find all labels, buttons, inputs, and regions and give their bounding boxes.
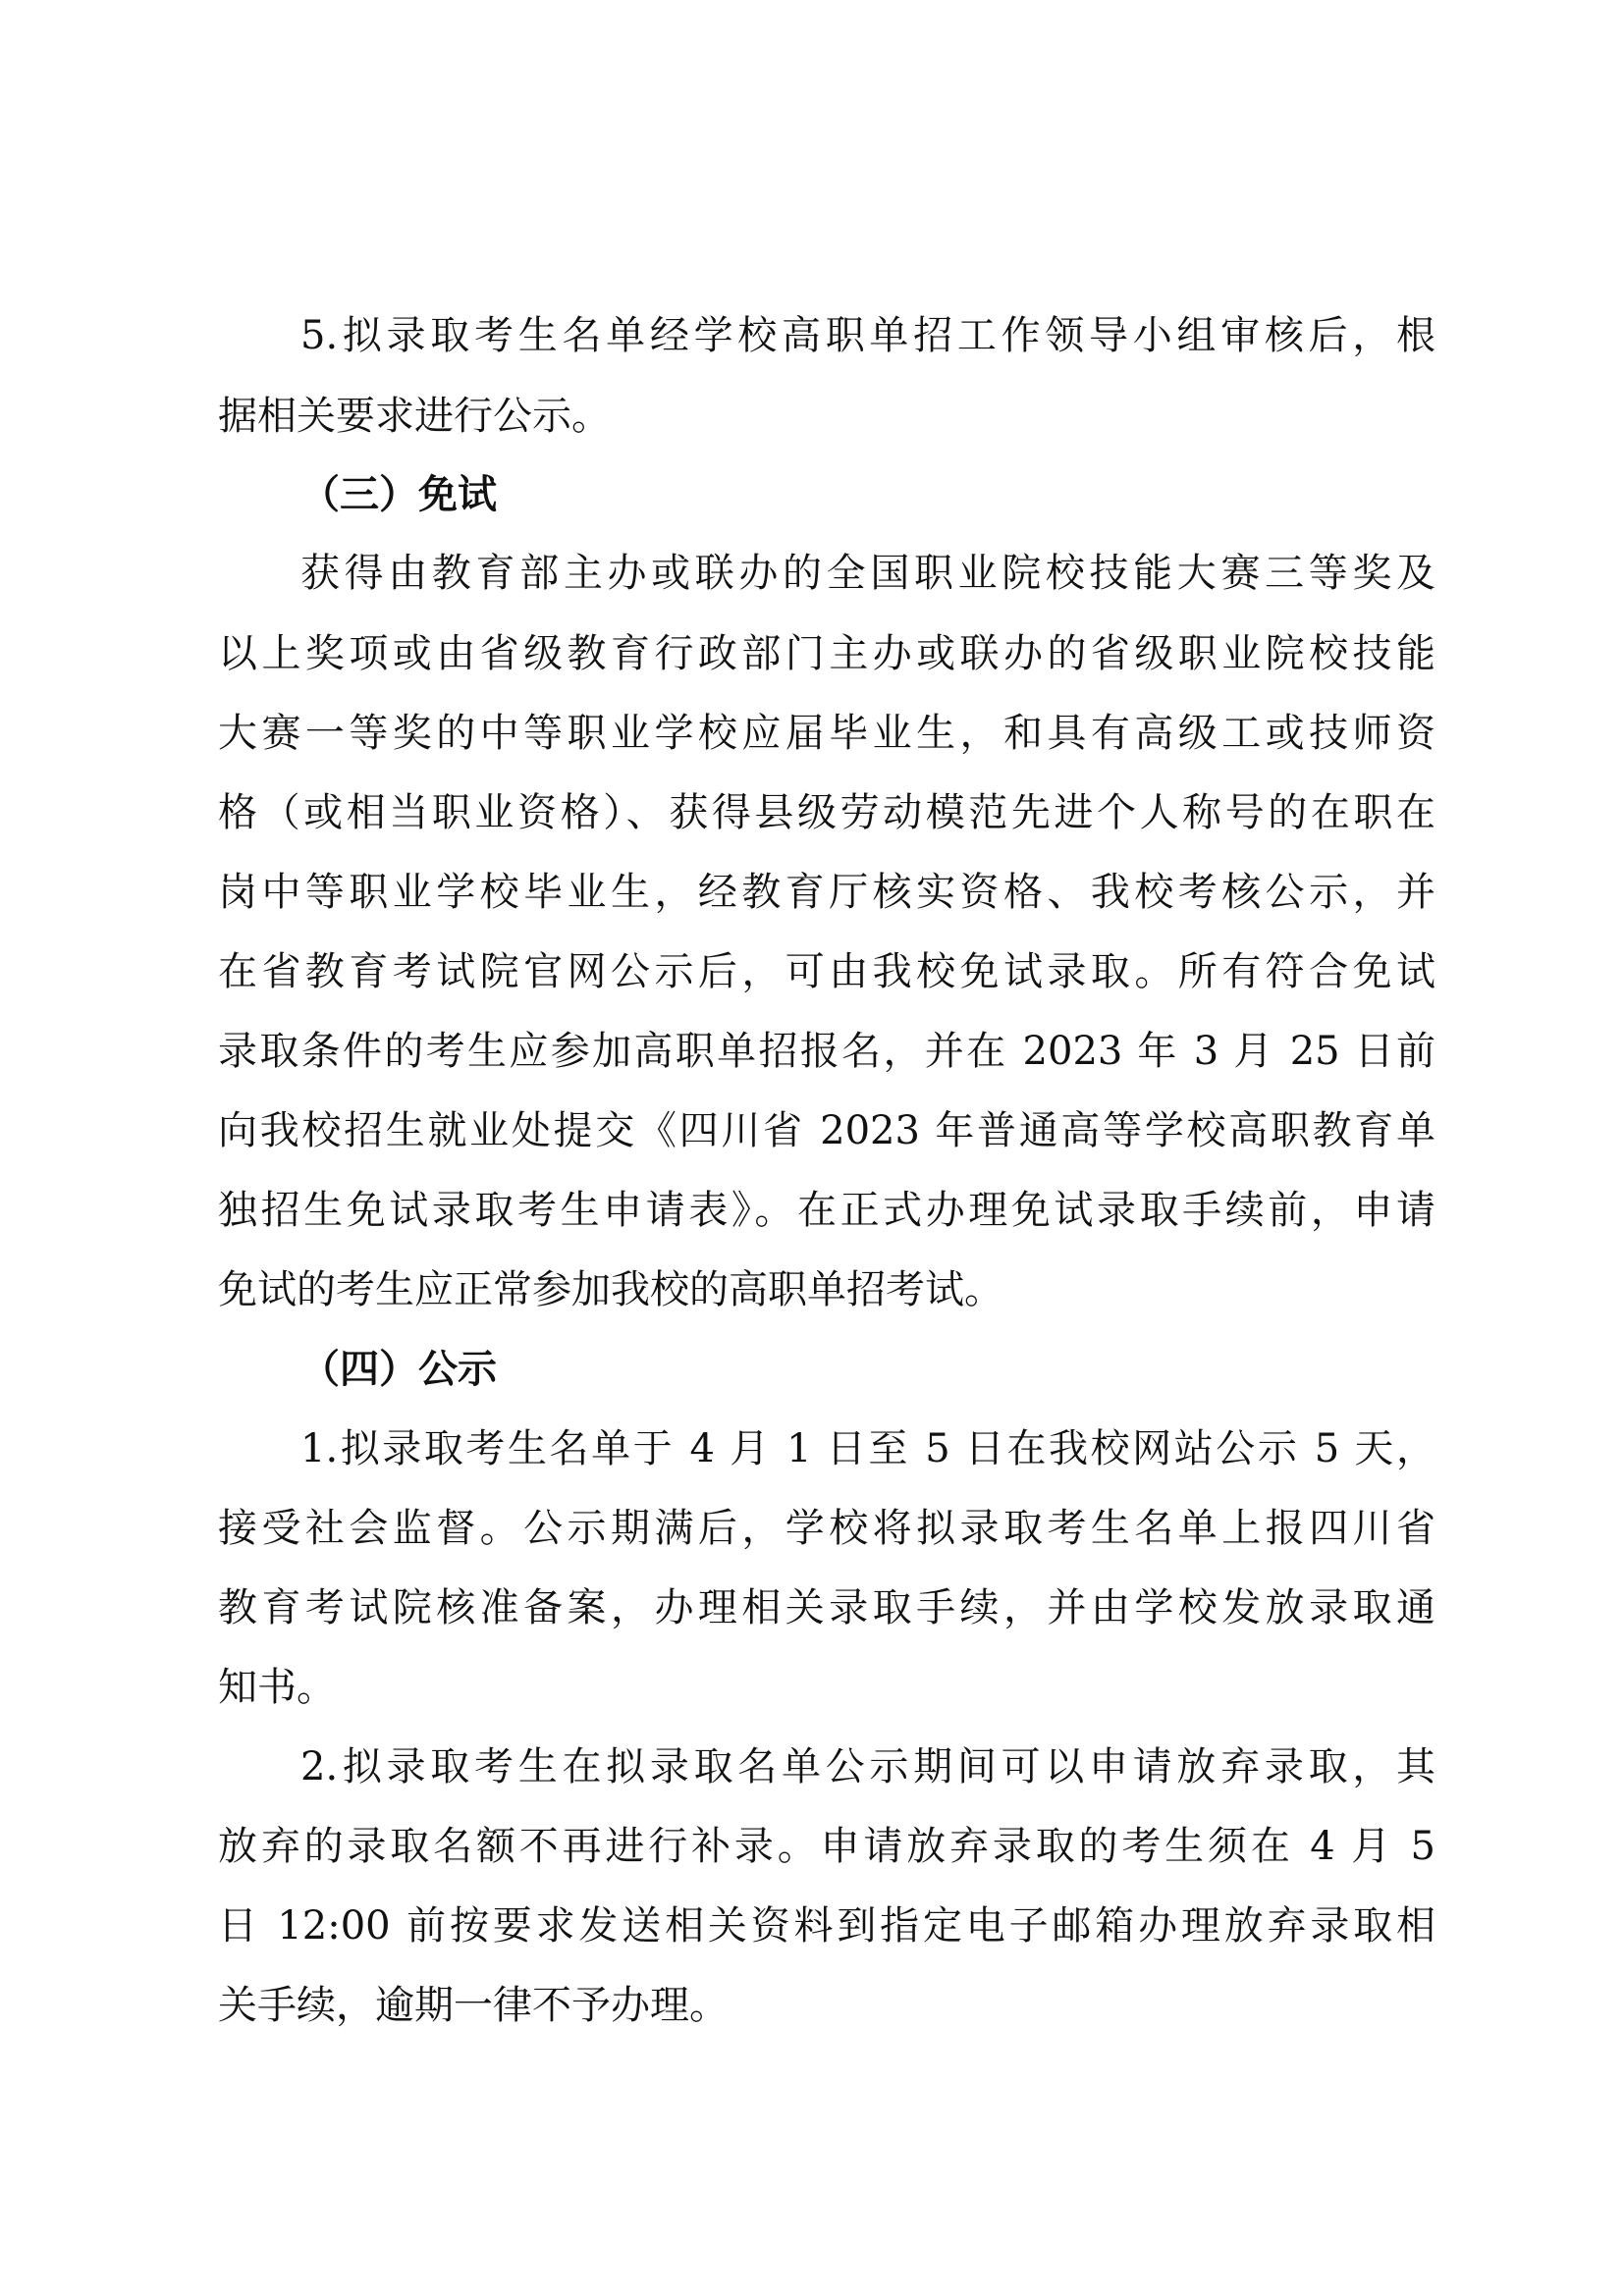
- section4-item1-line-2: 接受社会监督。公示期满后，学校将拟录取考生名单上报四川省: [218, 1506, 1435, 1551]
- section3-line-4: 格（或相当职业资格）、获得县级劳动模范先进个人称号的在职在: [218, 790, 1435, 835]
- section3-line-9: 独招生免试录取考生申请表》。在正式办理免试录取手续前，申请: [218, 1188, 1435, 1233]
- section4-item2-line-4: 关手续，逾期一律不予办理。: [218, 1983, 729, 2028]
- section4-item1-line-1: 1.拟录取考生名单于 4 月 1 日至 5 日在我校网站公示 5 天，: [300, 1426, 1435, 1471]
- section3-line-5: 岗中等职业学校毕业生，经教育厅核实资格、我校考核公示，并: [218, 870, 1435, 915]
- section3-line-7: 录取条件的考生应参加高职单招报名，并在 2023 年 3 月 25 日前: [218, 1029, 1435, 1074]
- section4-item2-line-2: 放弃的录取名额不再进行补录。申请放弃录取的考生须在 4 月 5: [218, 1824, 1435, 1869]
- item5-line-2: 据相关要求进行公示。: [218, 394, 611, 439]
- section3-line-8: 向我校招生就业处提交《四川省 2023 年普通高等学校高职教育单: [218, 1108, 1435, 1153]
- section3-line-6: 在省教育考试院官网公示后，可由我校免试录取。所有符合免试: [218, 949, 1435, 994]
- section3-line-1: 获得由教育部主办或联办的全国职业院校技能大赛三等奖及: [300, 551, 1435, 596]
- section4-heading: （四）公示: [300, 1347, 497, 1392]
- section3-heading: （三）免试: [300, 472, 497, 517]
- section4-item2-line-1: 2.拟录取考生在拟录取名单公示期间可以申请放弃录取，其: [300, 1744, 1435, 1789]
- section3-line-10: 免试的考生应正常参加我校的高职单招考试。: [218, 1267, 1003, 1312]
- section3-line-3: 大赛一等奖的中等职业学校应届毕业生，和具有高级工或技师资: [218, 711, 1435, 756]
- section4-item1-line-3: 教育考试院核准备案，办理相关录取手续，并由学校发放录取通: [218, 1585, 1435, 1630]
- section3-line-2: 以上奖项或由省级教育行政部门主办或联办的省级职业院校技能: [218, 631, 1435, 676]
- section4-item1-line-4: 知书。: [218, 1665, 336, 1710]
- section4-item2-line-3: 日 12:00 前按要求发送相关资料到指定电子邮箱办理放弃录取相: [218, 1903, 1435, 1949]
- item5-line-1: 5.拟录取考生名单经学校高职单招工作领导小组审核后，根: [300, 313, 1435, 358]
